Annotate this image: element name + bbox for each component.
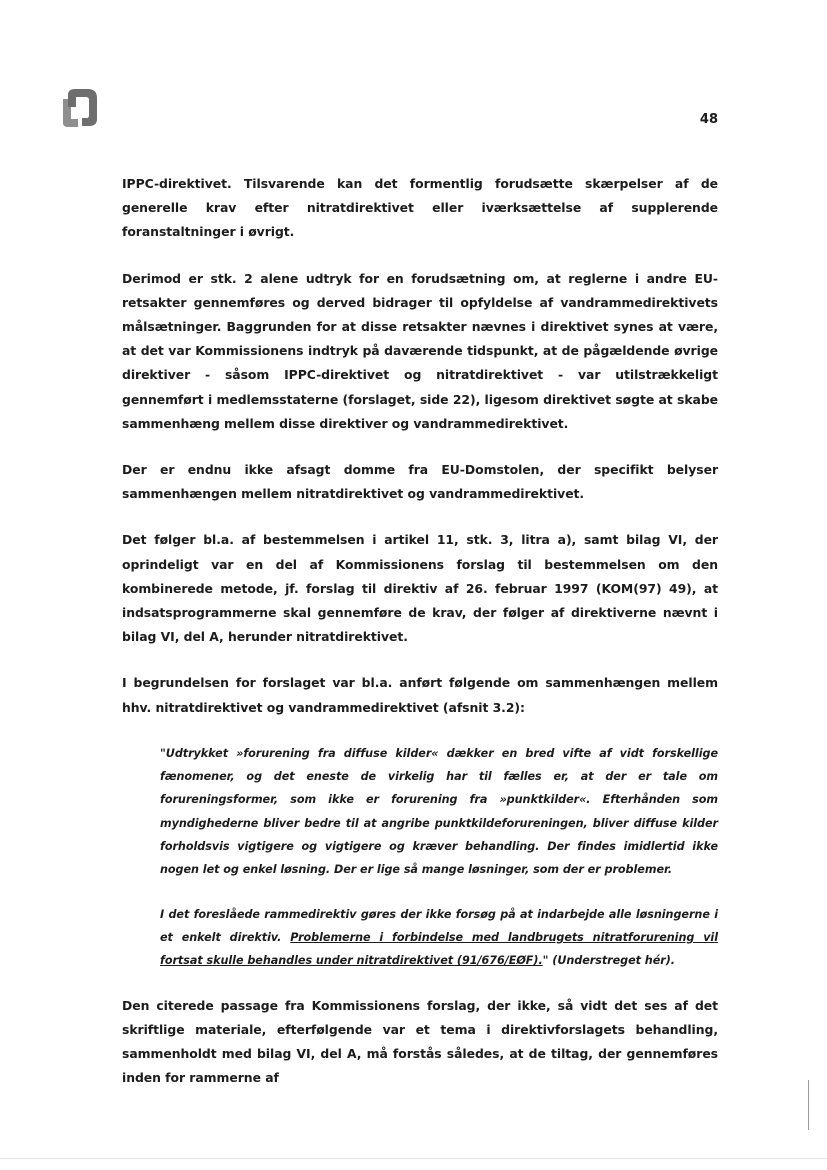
- quote-note: (Understreget hér).: [548, 954, 675, 968]
- quote-text: I det foreslåede rammedirektiv gøres der ikke forsøg på at indarbejde alle løsningerne i et enkelt direktiv.: [160, 907, 718, 944]
- page-bottom-edge: [0, 1158, 827, 1159]
- scan-mark: [808, 1080, 809, 1130]
- document-body: [122, 172, 718, 1112]
- paragraph-citerede: Den citerede passage fra Kommissionens forslag, der ikke, så vidt det ses af det skriftlige materiale, efterfølgende var et tema i direktivforslagets behandling, sammenholdt med bilag VI, del A, må forstås således, at de tiltag, der gennemføres inden for rammerne af: [122, 997, 718, 1086]
- quote-paragraph-2: [160, 903, 718, 973]
- document-logo-icon: [60, 85, 100, 129]
- page-number: 48: [699, 112, 718, 127]
- paragraph-derimod: Derimod er stk. 2 alene udtryk for en forudsætning om, at reglerne i andre EU-retsakter gennemføres og derved bidrager til opfyldelse af vandrammedirektivets målsætninger. Baggrunden for at disse retsakter nævnes i direktivet synes at være, at det var Kommissionens indtryk på daværende tidspunkt, at de pågældende øvrige direktiver - såsom IPPC-direktivet og nitratdirektivet - var utilstrækkeligt gennemført i medlemsstaterne (forslaget, side 22), ligesom direktivet søgte at skabe sammenhæng mellem disse direktiver og vandrammedirektivet.: [122, 270, 718, 431]
- paragraph-artikel-11: Det følger bl.a. af bestemmelsen i artikel 11, stk. 3, litra a), samt bilag VI, der oprindeligt var en del af Kommissionens forslag til bestemmelsen om den kombinerede metode, jf. forslag til direktiv af 26. februar 1997 (KOM(97) 49), at indsatsprogrammerne skal gennemføre de krav, der følger af direktiverne nævnt i bilag VI, del A, herunder nitratdirektivet.: [122, 532, 718, 645]
- paragraph-begrundelsen: I begrundelsen for forslaget var bl.a. anført følgende om sammenhængen mellem hhv. nitratdirektivet og vandrammedirektivet (afsnit 3.2):: [122, 675, 718, 715]
- quote-underlined-text: Problemerne i forbindelse med landbrugets nitratforurening vil fortsat skulle behandles under nitratdirektivet (91/676/EØF).: [160, 930, 719, 968]
- quote-paragraph-1: "Udtrykket »forurening fra diffuse kilder« dækker en bred vifte af vidt forskellige fænomener, og det eneste de virkelig har til fælles er, at der er tale om forureningsformer, som ikke er forurening fra »punktkilder«. Efterhånden som myndighederne bliver bedre til at angribe punktkildeforureningen, bliver diffuse kilder forholdsvis vigtigere og vigtigere og kræver behandling. Der findes imidlertid ikke nogen let og enkel løsning. Der er lige så mange løsninger, som der er problemer.: [160, 746, 718, 877]
- paragraph-ippc: IPPC-direktivet. Tilsvarende kan det formentlig forudsætte skærpelser af de generelle krav efter nitratdirektivet eller iværksættelse af supplerende foranstaltninger i øvrigt.: [122, 176, 718, 240]
- paragraph-domstolen: Der er endnu ikke afsagt domme fra EU-Domstolen, der specifikt belyser sammenhængen mellem nitratdirektivet og vandrammedirektivet.: [122, 462, 718, 502]
- quote-closing-mark: ": [542, 954, 549, 968]
